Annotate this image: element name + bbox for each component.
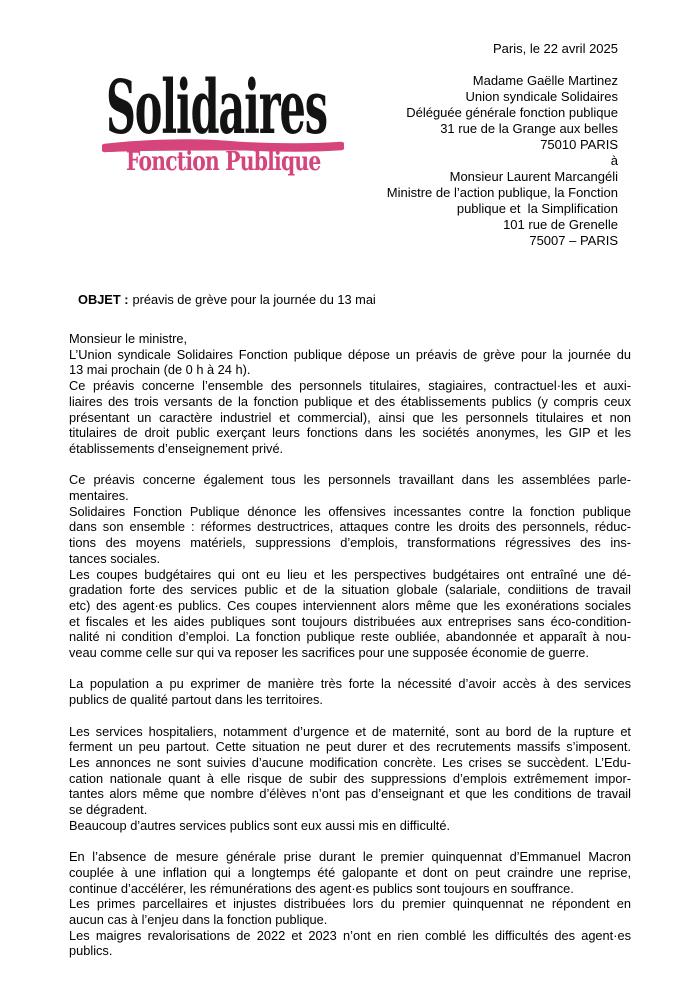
body-line: Ce préavis concerne l’ensemble des personnels titulaires, stagiaires, contractuel·les et auxi- [69, 378, 631, 394]
body-line: Les services hospitaliers, notamment d’urgence et de maternité, sont au bord de la rupture et [69, 723, 631, 739]
recipient-address-line: 101 rue de Grenelle [503, 217, 618, 232]
recipient-address-line: Ministre de l’action publique, la Fonction [386, 185, 618, 200]
body-line: publics de qualité partout dans les territoires. [69, 692, 323, 708]
body-paragraph [69, 676, 631, 707]
subject-line [78, 292, 376, 308]
subject-label: OBJET : [78, 292, 129, 307]
body-line: couplée à une inflation qui a longtemps été galopante et dont on peut craindre une reprise, [69, 864, 631, 880]
body-line: tions des moyens matériels, suppressions d’emplois, transformations régressives des ins- [69, 535, 631, 551]
body-line: titulaires de droit public exerçant leurs fonctions dans les sociétés anonymes, les GIP et les [69, 425, 631, 441]
recipient-address-line: 75010 PARIS [540, 137, 618, 152]
body-line: Les maigres revalorisations de 2022 et 2023 n’ont en rien comblé les difficultés des agent·es [69, 927, 631, 943]
body-line: publics. [69, 943, 113, 959]
body-line: Monsieur le ministre, [69, 331, 188, 346]
recipient-address-line: Union syndicale Solidaires [465, 89, 618, 104]
body-line: tantes alors même que nombre d’élèves n’ont pas d’enseignant et que les conditions de travail [69, 786, 631, 802]
body-line: se dégradent. [69, 802, 148, 818]
body-line: ferment un peu partout. Cette situation ne peut durer et des recrutements massifs s’imposent. [69, 739, 631, 755]
recipient-address-line: Monsieur Laurent Marcangéli [449, 169, 618, 184]
body-line: présentant un caractère industriel et commercial), ainsi que les personnels titulaires et non [69, 409, 631, 425]
body-line: cation nationale quant à elle risque de subir des suppressions d’emplois extrêmement impor- [69, 770, 631, 786]
date-line: Paris, le 22 avril 2025 [492, 41, 618, 56]
body-line: La population a pu exprimer de manière très forte la nécessité d’avoir accès à des services [69, 676, 631, 692]
body-paragraph [69, 331, 631, 457]
recipient-address-line: publique et la Simplification [456, 201, 618, 216]
body-paragraph [69, 724, 631, 834]
body-line: etc) des agent·es publics. Ces coupes interviennent alors même que les exonérations sociales [69, 597, 631, 613]
body-line: 13 mai prochain (de 0 h à 24 h). [69, 362, 251, 378]
body-line: dans son ensemble : réformes destructrices, attaques contre les droits des personnels, réduc- [69, 519, 631, 535]
recipient-address-line: à [610, 153, 618, 168]
body-line: tances sociales. [69, 550, 161, 566]
letter-body [69, 331, 631, 959]
recipient-address-line: 75007 – PARIS [529, 233, 618, 248]
body-line: Solidaires Fonction Publique dénonce les offensives incessantes contre la fonction publique [69, 503, 631, 519]
body-line: Beaucoup d’autres services publics sont eux aussi mis en difficulté. [69, 817, 451, 833]
body-line: Les primes parcellaires et injustes distribuées lors du premier quinquennat ne répondent en [69, 896, 631, 912]
logo-title: Solidaires [106, 65, 327, 151]
body-line: En l’absence de mesure générale prise durant le premier quinquennat d’Emmanuel Macron [69, 849, 631, 865]
body-line: L’Union syndicale Solidaires Fonction publique dépose un préavis de grève pour la journée du [69, 346, 631, 362]
body-line: liaires des trois versants de la fonction publique et des établissements publics (y compris ceux [69, 393, 631, 409]
body-line: veau comme celle sur qui va reposer les sacrifices pour une supposée économie de guerre. [69, 645, 589, 661]
recipient-address-line: Déléguée générale fonction publique [406, 105, 618, 120]
body-line: mentaires. [69, 488, 129, 504]
body-line: nalité ni condition d’emploi. La fonction publique reste oubliée, abandonnée et apparaît à nou- [69, 629, 631, 645]
subject-text: préavis de grève pour la journée du 13 mai [132, 292, 376, 307]
body-line: Les coupes budgétaires qui ont eu lieu et les perspectives budgétaires ont entraîné une dé- [69, 566, 631, 582]
recipient-address-line: Madame Gaëlle Martinez [472, 73, 618, 88]
body-line: établissements d’enseignement privé. [69, 440, 284, 456]
body-line: et fiscales et les aides publiques sont toujours distribuées aux entreprises sans éco-condition- [69, 613, 631, 629]
recipient-address-line: 31 rue de la Grange aux belles [440, 121, 618, 136]
body-line: continue d’accélérer, les rémunérations des agent·es publics sont toujours en souffrance. [69, 880, 574, 896]
recipient-address-block [387, 73, 618, 249]
logo-subtitle: Fonction Publique [126, 147, 321, 177]
body-line: aucun cas à l’enjeu dans la fonction publique. [69, 911, 328, 927]
body-line: Ce préavis concerne également tous les personnels travaillant dans les assemblées parle- [69, 472, 631, 488]
body-line: gradation forte des services public et de la situation globale (salariale, condiitions de travail [69, 582, 631, 598]
body-paragraph [69, 472, 631, 660]
body-line: Les annonces ne sont suivies d’aucune modification concrète. Les crises se succèdent. L’Edu- [69, 754, 631, 770]
body-paragraph [69, 849, 631, 959]
